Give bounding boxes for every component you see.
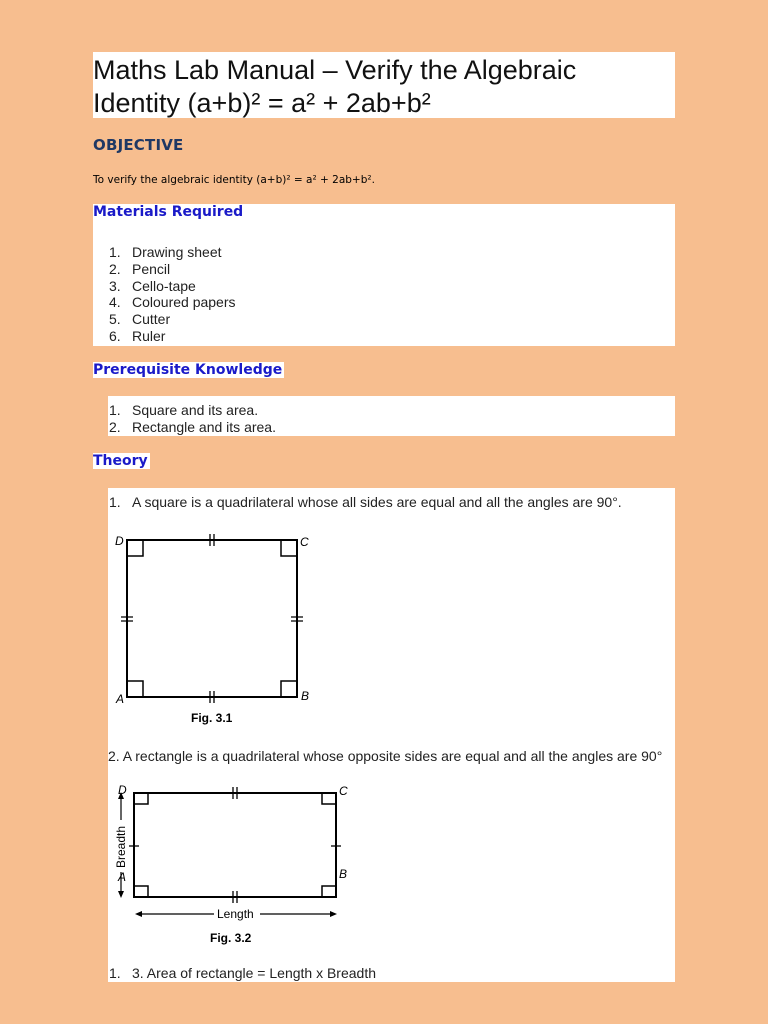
theory-point-1: 1. A square is a quadrilateral whose all sides are equal and all the angles are 90°. [109, 494, 622, 510]
list-item: 3. Cello-tape [109, 277, 196, 294]
list-item: 5. Cutter [109, 311, 171, 328]
materials-list [108, 244, 236, 345]
breadth-label: Breadth [114, 825, 128, 868]
right-angle-b [281, 681, 297, 697]
right-angle-c [281, 540, 297, 556]
square-figure [108, 528, 328, 730]
list-item: 6. Ruler [109, 327, 166, 344]
square-outline [127, 540, 297, 697]
list-item: 2. Pencil [109, 260, 171, 277]
vertex-d: D [118, 783, 127, 797]
list-item: 1. Square and its area. [109, 402, 259, 418]
rectangle-outline [134, 793, 336, 897]
right-angle-a [127, 681, 143, 697]
rectangle-figure [108, 780, 358, 952]
right-angle-d [134, 793, 148, 804]
prerequisite-list [108, 402, 276, 436]
right-angle-a [134, 886, 148, 897]
vertex-b: B [301, 689, 310, 703]
vertex-c: C [300, 535, 309, 549]
fig-caption-1: Fig. 3.1 [191, 711, 233, 725]
right-angle-c [322, 793, 336, 804]
title-box [93, 52, 675, 118]
objective-heading: OBJECTIVE [93, 136, 184, 154]
fig-caption-2: Fig. 3.2 [210, 931, 252, 945]
objective-text: To verify the algebraic identity (a+b)² = a² + 2ab+b². [93, 174, 375, 186]
theory-point-2: 2. A rectangle is a quadrilateral whose opposite sides are equal and all the angles are 90° [108, 748, 663, 764]
list-item: 4. Coloured papers [109, 294, 236, 311]
list-item: 2. Rectangle and its area. [109, 418, 276, 435]
prerequisite-heading: Prerequisite Knowledge [93, 362, 283, 378]
title-line-1: Maths Lab Manual – Verify the Algebraic [93, 55, 577, 85]
list-item: 1. Drawing sheet [109, 244, 222, 260]
right-angle-d [127, 540, 143, 556]
materials-heading: Materials Required [93, 204, 244, 220]
vertex-b: B [339, 867, 348, 881]
theory-heading: Theory [93, 453, 148, 469]
vertex-d: D [115, 534, 124, 548]
title-line-2: Identity (a+b)² = a² + 2ab+b² [93, 88, 431, 118]
vertex-a: A [116, 692, 125, 706]
right-angle-b [322, 886, 336, 897]
vertex-c: C [339, 784, 348, 798]
vertex-a: A [118, 870, 127, 884]
length-label: Length [217, 907, 254, 921]
theory-point-3: 1. 3. Area of rectangle = Length x Breadth [109, 965, 377, 981]
